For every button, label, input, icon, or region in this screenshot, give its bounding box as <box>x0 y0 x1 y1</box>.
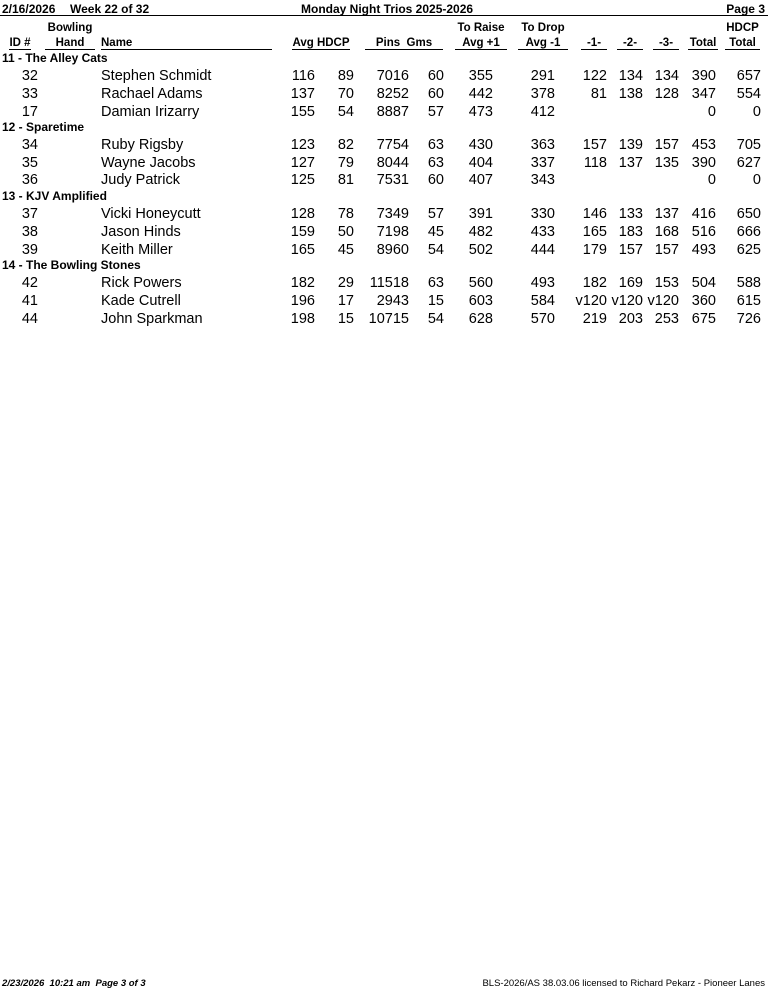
bowler-game-3: 135 <box>654 155 679 171</box>
bowler-game-1: 122 <box>582 68 607 84</box>
bowler-to-raise: 482 <box>468 224 493 240</box>
bowler-hdcp-total: 588 <box>736 275 761 291</box>
bowler-name: Jason Hinds <box>101 224 181 240</box>
bowler-id: 37 <box>21 206 38 222</box>
table-row <box>0 103 768 121</box>
team-title: 12 - Sparetime <box>2 120 85 134</box>
bowler-games: 57 <box>427 104 444 120</box>
col-id: ID # <box>9 37 31 49</box>
table-row <box>0 154 768 172</box>
col-raise-bottom: Avg +1 <box>455 37 507 50</box>
bowler-game-2: 183 <box>618 224 643 240</box>
bowler-to-raise: 391 <box>468 206 493 222</box>
bowler-total: 347 <box>691 86 716 102</box>
bowler-games: 60 <box>427 172 444 188</box>
table-row <box>0 171 768 189</box>
bowler-avg: 155 <box>290 104 315 120</box>
bowler-games: 54 <box>427 242 444 258</box>
bowler-total: 0 <box>707 104 716 120</box>
bowler-game-3: 168 <box>654 224 679 240</box>
bowler-game-2: 169 <box>618 275 643 291</box>
bowler-pins: 2943 <box>376 293 409 309</box>
bowler-game-2: 203 <box>618 311 643 327</box>
table-row <box>0 205 768 223</box>
bowler-hdcp: 29 <box>337 275 354 291</box>
bowler-game-2: 134 <box>618 68 643 84</box>
bowler-game-1: 146 <box>582 206 607 222</box>
bowler-name: Ruby Rigsby <box>101 137 184 153</box>
team-title: 11 - The Alley Cats <box>2 51 108 65</box>
bowler-avg: 159 <box>290 224 315 240</box>
bowler-pins: 7531 <box>376 172 409 188</box>
bowler-game-1: 182 <box>582 275 607 291</box>
bowler-hdcp: 79 <box>337 155 354 171</box>
bowler-to-drop: 433 <box>530 224 555 240</box>
bowler-id: 33 <box>21 86 38 102</box>
bowler-pins: 7349 <box>376 206 409 222</box>
bowler-hdcp: 15 <box>337 311 354 327</box>
bowler-game-1: v120 <box>575 293 607 309</box>
bowler-hdcp-total: 0 <box>752 172 761 188</box>
report-page: Page 3 <box>726 2 765 16</box>
bowler-avg: 137 <box>290 86 315 102</box>
bowler-games: 15 <box>427 293 444 309</box>
bowler-game-1: 179 <box>582 242 607 258</box>
bowler-name: John Sparkman <box>101 311 203 327</box>
team-title: 13 - KJV Amplified <box>2 189 107 203</box>
bowler-hdcp: 89 <box>337 68 354 84</box>
bowler-pins: 8044 <box>376 155 409 171</box>
bowler-avg: 165 <box>290 242 315 258</box>
bowler-avg: 196 <box>290 293 315 309</box>
bowler-avg: 116 <box>291 68 315 84</box>
bowler-to-raise: 603 <box>468 293 493 309</box>
bowler-total: 675 <box>691 311 716 327</box>
report-week: Week 22 of 32 <box>70 2 150 16</box>
bowler-to-raise: 407 <box>468 172 493 188</box>
bowler-games: 57 <box>427 206 444 222</box>
bowler-to-drop: 378 <box>530 86 555 102</box>
bowler-name: Rick Powers <box>101 275 182 291</box>
bowler-to-drop: 444 <box>530 242 555 258</box>
bowler-game-2: 138 <box>618 86 643 102</box>
col-name: Name <box>101 37 272 50</box>
bowler-name: Damian Irizarry <box>101 104 200 120</box>
bowler-game-3: v120 <box>647 293 679 309</box>
bowler-hdcp-total: 627 <box>736 155 761 171</box>
bowler-total: 0 <box>707 172 716 188</box>
bowler-to-raise: 355 <box>468 68 493 84</box>
col-total: Total <box>689 37 717 49</box>
footer-print-info: 2/23/2026 10:21 am Page 3 of 3 <box>2 978 146 989</box>
col-game-1: -1- <box>581 37 607 50</box>
bowler-id: 38 <box>21 224 38 240</box>
report-date: 2/16/2026 <box>2 2 56 16</box>
table-row <box>0 292 768 310</box>
bowler-to-raise: 560 <box>468 275 493 291</box>
bowler-hdcp-total: 666 <box>736 224 761 240</box>
bowler-game-2: 133 <box>618 206 643 222</box>
bowler-games: 63 <box>427 137 444 153</box>
bowler-total: 504 <box>691 275 716 291</box>
bowler-game-1: 81 <box>590 86 607 102</box>
col-hand-top: Bowling <box>47 22 93 34</box>
bowler-id: 36 <box>21 172 38 188</box>
bowler-name: Vicki Honeycutt <box>101 206 201 222</box>
col-pins-gms: Pins Gms <box>365 37 443 50</box>
bowler-hdcp-total: 615 <box>736 293 761 309</box>
col-drop-bottom: Avg -1 <box>518 37 568 50</box>
bowler-pins: 7016 <box>376 68 409 84</box>
bowler-to-raise: 502 <box>468 242 493 258</box>
bowler-name: Kade Cutrell <box>101 293 181 309</box>
bowler-id: 34 <box>21 137 38 153</box>
bowler-total: 390 <box>691 68 716 84</box>
bowler-hdcp-total: 0 <box>752 104 761 120</box>
footer-license: BLS-2026/AS 38.03.06 licensed to Richard Pekarz - Pioneer Lanes <box>482 978 765 989</box>
table-row <box>0 310 768 328</box>
bowler-hdcp-total: 705 <box>736 137 761 153</box>
bowler-games: 63 <box>427 155 444 171</box>
bowler-game-3: 137 <box>654 206 679 222</box>
bowler-to-raise: 628 <box>468 311 493 327</box>
bowler-name: Judy Patrick <box>101 172 180 188</box>
bowler-id: 41 <box>21 293 38 309</box>
bowler-hdcp-total: 657 <box>736 68 761 84</box>
bowler-game-2: 139 <box>618 137 643 153</box>
table-row <box>0 136 768 154</box>
bowler-hdcp: 81 <box>337 172 354 188</box>
bowler-hdcp: 50 <box>337 224 354 240</box>
bowler-to-raise: 473 <box>468 104 493 120</box>
team-title: 14 - The Bowling Stones <box>2 258 141 272</box>
bowler-id: 39 <box>21 242 38 258</box>
bowler-game-1: 165 <box>582 224 607 240</box>
bowler-to-drop: 570 <box>530 311 555 327</box>
col-drop-top: To Drop <box>521 22 565 34</box>
bowler-total: 516 <box>691 224 716 240</box>
bowler-avg: 123 <box>290 137 315 153</box>
col-raise-top: To Raise <box>457 22 505 34</box>
bowler-id: 17 <box>21 104 38 120</box>
bowler-game-1: 118 <box>583 155 607 171</box>
bowler-avg: 182 <box>290 275 315 291</box>
bowler-id: 42 <box>21 275 38 291</box>
bowler-to-drop: 330 <box>530 206 555 222</box>
bowler-total: 360 <box>691 293 716 309</box>
bowler-hdcp: 82 <box>337 137 354 153</box>
bowler-hdcp: 45 <box>337 242 354 258</box>
bowler-name: Keith Miller <box>101 242 173 258</box>
bowler-hdcp-total: 726 <box>736 311 761 327</box>
bowler-avg: 127 <box>290 155 315 171</box>
bowler-game-3: 153 <box>654 275 679 291</box>
bowler-to-raise: 442 <box>468 86 493 102</box>
bowler-to-drop: 412 <box>530 104 555 120</box>
bowler-pins: 11518 <box>369 275 409 291</box>
bowler-pins: 8252 <box>376 86 409 102</box>
bowler-avg: 128 <box>290 206 315 222</box>
bowler-avg: 198 <box>290 311 315 327</box>
bowler-to-drop: 343 <box>530 172 555 188</box>
bowler-name: Wayne Jacobs <box>101 155 196 171</box>
table-row <box>0 274 768 292</box>
report-title: Monday Night Trios 2025-2026 <box>301 2 474 16</box>
bowler-hdcp: 70 <box>337 86 354 102</box>
bowler-to-drop: 493 <box>530 275 555 291</box>
bowler-games: 45 <box>427 224 444 240</box>
col-hdcp-total-bottom: Total <box>725 37 760 50</box>
bowler-id: 32 <box>21 68 38 84</box>
bowler-to-drop: 584 <box>530 293 555 309</box>
bowler-games: 54 <box>427 311 444 327</box>
col-hdcp-total-top: HDCP <box>726 22 759 34</box>
bowler-games: 60 <box>427 86 444 102</box>
bowler-game-1: 157 <box>582 137 607 153</box>
bowler-total: 390 <box>691 155 716 171</box>
bowler-game-3: 128 <box>654 86 679 102</box>
table-row <box>0 67 768 85</box>
col-game-2: -2- <box>617 37 643 50</box>
bowler-games: 60 <box>427 68 444 84</box>
bowler-to-raise: 430 <box>468 137 493 153</box>
bowler-pins: 7754 <box>376 137 409 153</box>
bowler-total: 453 <box>691 137 716 153</box>
bowler-pins: 8960 <box>376 242 409 258</box>
bowler-avg: 125 <box>290 172 315 188</box>
bowler-total: 416 <box>691 206 716 222</box>
bowler-to-drop: 337 <box>530 155 555 171</box>
bowler-game-3: 157 <box>654 242 679 258</box>
bowler-hdcp-total: 650 <box>736 206 761 222</box>
bowler-games: 63 <box>427 275 444 291</box>
bowler-total: 493 <box>691 242 716 258</box>
bowler-hdcp: 54 <box>337 104 354 120</box>
col-game-3: -3- <box>653 37 679 50</box>
bowler-game-1: 219 <box>582 311 607 327</box>
table-row <box>0 85 768 103</box>
bowler-pins: 10715 <box>368 311 409 327</box>
bowler-game-3: 134 <box>654 68 679 84</box>
bowler-name: Stephen Schmidt <box>101 68 212 84</box>
bowler-game-3: 253 <box>654 311 679 327</box>
bowler-name: Rachael Adams <box>101 86 203 102</box>
bowler-hdcp: 17 <box>337 293 354 309</box>
bowler-hdcp-total: 554 <box>736 86 761 102</box>
bowler-game-2: 137 <box>618 155 643 171</box>
col-avg-hdcp: Avg HDCP <box>292 37 350 49</box>
col-hand-bottom: Hand <box>45 37 95 50</box>
bowler-game-3: 157 <box>654 137 679 153</box>
bowler-id: 44 <box>21 311 38 327</box>
header-divider <box>0 15 768 16</box>
bowler-to-drop: 363 <box>530 137 555 153</box>
bowler-game-2: 157 <box>618 242 643 258</box>
bowler-game-2: v120 <box>611 293 643 309</box>
table-row <box>0 223 768 241</box>
bowler-hdcp-total: 625 <box>736 242 761 258</box>
bowler-to-drop: 291 <box>530 68 555 84</box>
bowler-id: 35 <box>21 155 38 171</box>
bowler-pins: 8887 <box>376 104 409 120</box>
bowler-hdcp: 78 <box>337 206 354 222</box>
bowler-to-raise: 404 <box>468 155 493 171</box>
bowler-pins: 7198 <box>376 224 409 240</box>
